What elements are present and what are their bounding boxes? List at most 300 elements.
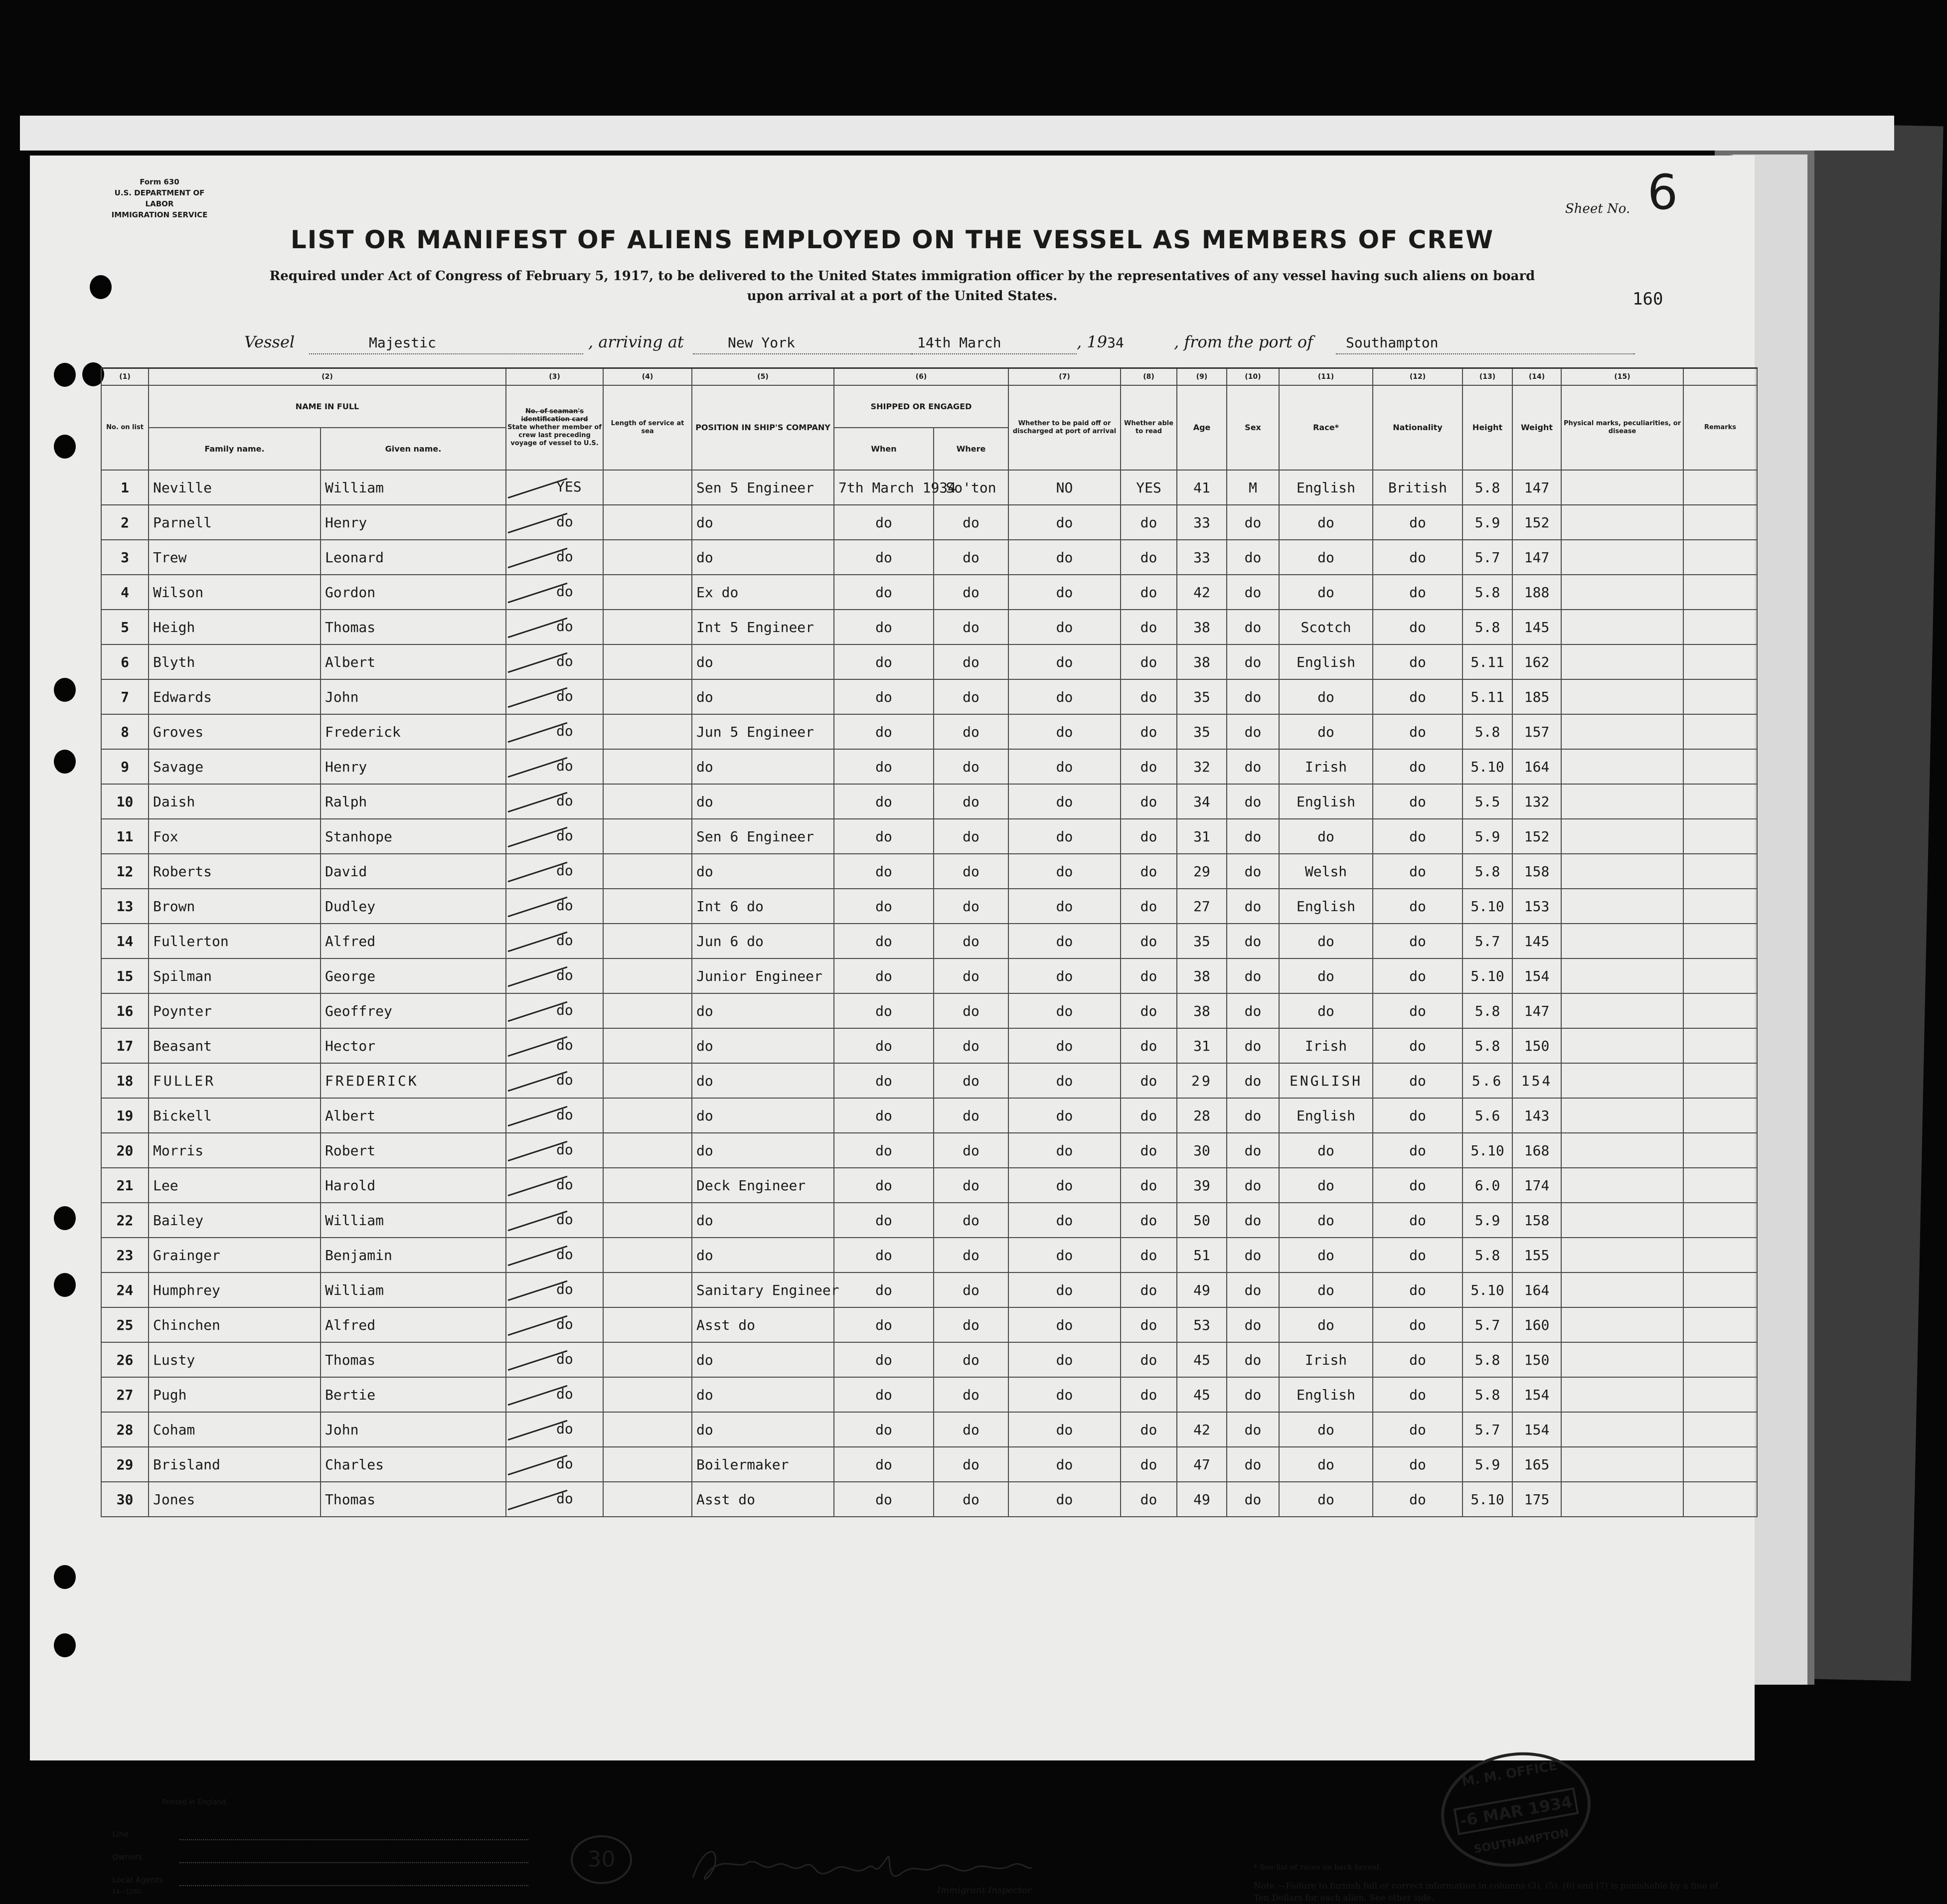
cell-able-to-read: do — [1121, 889, 1177, 924]
cell-sex: do — [1227, 540, 1279, 575]
cell-nationality: do — [1373, 819, 1462, 854]
cell-length-of-service — [603, 1238, 692, 1272]
cell-nationality: do — [1373, 1342, 1462, 1377]
cell-shipped-where: do — [934, 749, 1008, 784]
cell-length-of-service — [603, 1028, 692, 1063]
stamp-top-text: M. M. OFFICE — [1460, 1758, 1559, 1790]
cell-sex: do — [1227, 854, 1279, 889]
cell-nationality: do — [1373, 958, 1462, 993]
cell-age: 30 — [1177, 1133, 1227, 1168]
previous-voyage-value: do — [556, 1107, 573, 1123]
cell-height: 5.9 — [1462, 1447, 1512, 1482]
cell-able-to-read: do — [1121, 1342, 1177, 1377]
cell-race: do — [1279, 1133, 1373, 1168]
cell-nationality: do — [1373, 1412, 1462, 1447]
cell-row-number: 18 — [101, 1063, 149, 1098]
from-label: , from the port of — [1174, 332, 1313, 351]
cell-race: Irish — [1279, 1028, 1373, 1063]
cell-family-name: Lee — [149, 1168, 321, 1203]
cell-able-to-read: do — [1121, 1063, 1177, 1098]
previous-voyage-value: do — [556, 618, 573, 635]
cell-shipped-when: do — [834, 1238, 934, 1272]
cell-previous-voyage — [506, 854, 603, 889]
cell-weight: 168 — [1512, 1133, 1561, 1168]
cell-nationality: do — [1373, 1307, 1462, 1342]
cell-paid-off: do — [1008, 1028, 1121, 1063]
cell-height: 5.10 — [1462, 1133, 1512, 1168]
cell-physical-marks — [1561, 470, 1683, 505]
cell-sex: do — [1227, 993, 1279, 1028]
cell-paid-off: do — [1008, 854, 1121, 889]
cell-previous-voyage — [506, 610, 603, 644]
cell-age: 38 — [1177, 958, 1227, 993]
cell-shipped-where: do — [934, 679, 1008, 714]
cell-race: do — [1279, 714, 1373, 749]
cell-physical-marks — [1561, 854, 1683, 889]
year-suffix: 34 — [1107, 334, 1124, 351]
cell-position: Boilermaker — [692, 1447, 834, 1482]
cell-given-name: Albert — [321, 1098, 506, 1133]
column-number: (10) — [1227, 368, 1279, 386]
cell-nationality: do — [1373, 749, 1462, 784]
cell-race: ENGLISH — [1279, 1063, 1373, 1098]
form-code: 14—1260 — [112, 1888, 141, 1895]
cell-row-number: 16 — [101, 993, 149, 1028]
cell-weight: 150 — [1512, 1342, 1561, 1377]
form-number: Form 630 — [140, 177, 179, 186]
cell-family-name: Beasant — [149, 1028, 321, 1063]
cell-able-to-read: do — [1121, 1412, 1177, 1447]
cell-physical-marks — [1561, 1063, 1683, 1098]
previous-voyage-value: do — [556, 723, 573, 739]
cell-remarks — [1683, 1098, 1757, 1133]
cell-paid-off: do — [1008, 1098, 1121, 1133]
cell-remarks — [1683, 1482, 1757, 1517]
column-number: (9) — [1177, 368, 1227, 386]
cell-race: do — [1279, 540, 1373, 575]
cell-shipped-when: do — [834, 993, 934, 1028]
cell-race: do — [1279, 958, 1373, 993]
cell-weight: 185 — [1512, 679, 1561, 714]
cell-age: 41 — [1177, 470, 1227, 505]
cell-previous-voyage — [506, 1307, 603, 1342]
cell-able-to-read: do — [1121, 749, 1177, 784]
cell-length-of-service — [603, 1063, 692, 1098]
cell-given-name: Thomas — [321, 1342, 506, 1377]
previous-voyage-value: do — [556, 1211, 573, 1228]
dotted-line — [1336, 352, 1635, 354]
dotted-line — [309, 352, 583, 354]
cell-weight: 175 — [1512, 1482, 1561, 1517]
cell-able-to-read: do — [1121, 1272, 1177, 1307]
cell-given-name: John — [321, 1412, 506, 1447]
cell-paid-off: do — [1008, 644, 1121, 679]
table-row — [101, 924, 1757, 958]
cell-shipped-where: do — [934, 1098, 1008, 1133]
cell-family-name: Pugh — [149, 1377, 321, 1412]
table-row — [101, 1063, 1757, 1098]
cell-shipped-when: do — [834, 1133, 934, 1168]
cell-remarks — [1683, 1133, 1757, 1168]
cell-paid-off: do — [1008, 505, 1121, 540]
cell-physical-marks — [1561, 1203, 1683, 1238]
previous-voyage-value: do — [556, 1002, 573, 1018]
cell-row-number: 6 — [101, 644, 149, 679]
cell-length-of-service — [603, 854, 692, 889]
cell-row-number: 12 — [101, 854, 149, 889]
dotted-line — [912, 352, 1077, 354]
cell-height: 5.10 — [1462, 749, 1512, 784]
previous-voyage-value: do — [556, 1490, 573, 1507]
table-row — [101, 505, 1757, 540]
cell-sex: do — [1227, 1307, 1279, 1342]
cell-weight: 174 — [1512, 1168, 1561, 1203]
cell-row-number: 30 — [101, 1482, 149, 1517]
cell-position: do — [692, 1412, 834, 1447]
cell-height: 5.6 — [1462, 1063, 1512, 1098]
cell-remarks — [1683, 784, 1757, 819]
previous-voyage-value: do — [556, 1386, 573, 1402]
cell-able-to-read: do — [1121, 993, 1177, 1028]
cell-shipped-where: do — [934, 1272, 1008, 1307]
cell-sex: do — [1227, 749, 1279, 784]
cell-remarks — [1683, 854, 1757, 889]
cell-age: 42 — [1177, 1412, 1227, 1447]
header-position: POSITION IN SHIP'S COMPANY — [692, 385, 834, 470]
cell-length-of-service — [603, 749, 692, 784]
cell-position: Deck Engineer — [692, 1168, 834, 1203]
cell-height: 5.10 — [1462, 1482, 1512, 1517]
header-given-name: Given name. — [321, 428, 506, 470]
column-number: (4) — [603, 368, 692, 386]
cell-sex: M — [1227, 470, 1279, 505]
cell-physical-marks — [1561, 1377, 1683, 1412]
cell-race: English — [1279, 470, 1373, 505]
cell-given-name: Hector — [321, 1028, 506, 1063]
cell-shipped-where: So'ton — [934, 470, 1008, 505]
inspector-title: Immigrant Inspector. — [937, 1885, 1034, 1896]
previous-voyage-value: do — [556, 1421, 573, 1437]
cell-nationality: do — [1373, 540, 1462, 575]
cell-remarks — [1683, 1412, 1757, 1447]
cell-nationality: do — [1373, 610, 1462, 644]
cell-row-number: 8 — [101, 714, 149, 749]
cell-shipped-when: do — [834, 958, 934, 993]
cell-nationality: do — [1373, 1203, 1462, 1238]
cell-shipped-where: do — [934, 1063, 1008, 1098]
cell-shipped-where: do — [934, 854, 1008, 889]
cell-nationality: do — [1373, 854, 1462, 889]
cell-physical-marks — [1561, 505, 1683, 540]
cell-position: Ex do — [692, 575, 834, 610]
cell-row-number: 24 — [101, 1272, 149, 1307]
vessel-label: Vessel — [244, 332, 295, 351]
cell-shipped-when: do — [834, 1412, 934, 1447]
cell-previous-voyage — [506, 1028, 603, 1063]
cell-position: Junior Engineer — [692, 958, 834, 993]
cell-previous-voyage — [506, 1377, 603, 1412]
cell-given-name: Benjamin — [321, 1238, 506, 1272]
printed-in-note: Printed in England. — [162, 1798, 228, 1806]
cell-row-number: 22 — [101, 1203, 149, 1238]
cell-weight: 150 — [1512, 1028, 1561, 1063]
cell-nationality: do — [1373, 924, 1462, 958]
cell-able-to-read: do — [1121, 1377, 1177, 1412]
previous-voyage-value: do — [556, 1351, 573, 1367]
cell-weight: 154 — [1512, 1377, 1561, 1412]
cell-height: 5.8 — [1462, 575, 1512, 610]
cell-row-number: 15 — [101, 958, 149, 993]
cell-weight: 164 — [1512, 749, 1561, 784]
cell-height: 5.8 — [1462, 714, 1512, 749]
header-physical-marks: Physical marks, peculiarities, or disease — [1561, 385, 1683, 470]
cell-height: 5.9 — [1462, 1203, 1512, 1238]
cell-given-name: Geoffrey — [321, 993, 506, 1028]
cell-length-of-service — [603, 819, 692, 854]
cell-shipped-when: do — [834, 1342, 934, 1377]
cell-shipped-when: do — [834, 1377, 934, 1412]
cell-age: 50 — [1177, 1203, 1227, 1238]
cell-sex: do — [1227, 958, 1279, 993]
cell-sex: do — [1227, 784, 1279, 819]
cell-shipped-when: do — [834, 1168, 934, 1203]
cell-height: 5.11 — [1462, 644, 1512, 679]
cell-shipped-where: do — [934, 1342, 1008, 1377]
cell-weight: 152 — [1512, 505, 1561, 540]
cell-sex: do — [1227, 924, 1279, 958]
cell-shipped-where: do — [934, 958, 1008, 993]
cell-age: 31 — [1177, 1028, 1227, 1063]
cell-weight: 132 — [1512, 784, 1561, 819]
cell-position: do — [692, 784, 834, 819]
cell-paid-off: do — [1008, 749, 1121, 784]
cell-shipped-where: do — [934, 1307, 1008, 1342]
cell-length-of-service — [603, 958, 692, 993]
previous-voyage-value: do — [556, 967, 573, 983]
cell-weight: 147 — [1512, 993, 1561, 1028]
cell-physical-marks — [1561, 784, 1683, 819]
cell-age: 51 — [1177, 1238, 1227, 1272]
header-seaman-card-struck: No. of seaman's identification card — [521, 408, 588, 423]
cell-previous-voyage — [506, 1412, 603, 1447]
cell-length-of-service — [603, 784, 692, 819]
cell-length-of-service — [603, 1133, 692, 1168]
cell-weight: 158 — [1512, 1203, 1561, 1238]
cell-given-name: Albert — [321, 644, 506, 679]
cell-nationality: do — [1373, 1168, 1462, 1203]
previous-voyage-value: do — [556, 1141, 573, 1158]
table-row — [101, 1307, 1757, 1342]
previous-voyage-value: do — [556, 653, 573, 669]
cell-nationality: do — [1373, 1028, 1462, 1063]
cell-given-name: Henry — [321, 749, 506, 784]
cell-position: do — [692, 644, 834, 679]
cell-sex: do — [1227, 679, 1279, 714]
header-family-name: Family name. — [149, 428, 321, 470]
cell-position: do — [692, 1238, 834, 1272]
column-number: (5) — [692, 368, 834, 386]
cell-able-to-read: do — [1121, 924, 1177, 958]
cell-nationality: do — [1373, 1272, 1462, 1307]
cell-previous-voyage — [506, 1168, 603, 1203]
cell-shipped-when: do — [834, 889, 934, 924]
cell-physical-marks — [1561, 575, 1683, 610]
cell-length-of-service — [603, 1098, 692, 1133]
cell-remarks — [1683, 1203, 1757, 1238]
cell-row-number: 3 — [101, 540, 149, 575]
cell-paid-off: do — [1008, 1168, 1121, 1203]
cell-able-to-read: do — [1121, 644, 1177, 679]
cell-physical-marks — [1561, 1028, 1683, 1063]
table-row — [101, 575, 1757, 610]
cell-previous-voyage — [506, 958, 603, 993]
cell-physical-marks — [1561, 610, 1683, 644]
cell-weight: 152 — [1512, 819, 1561, 854]
cell-race: Scotch — [1279, 610, 1373, 644]
cell-weight: 164 — [1512, 1272, 1561, 1307]
cell-position: do — [692, 1342, 834, 1377]
cell-given-name: Gordon — [321, 575, 506, 610]
punch-hole — [90, 275, 112, 299]
cell-row-number: 13 — [101, 889, 149, 924]
cell-physical-marks — [1561, 924, 1683, 958]
cell-race: do — [1279, 924, 1373, 958]
cell-paid-off: do — [1008, 958, 1121, 993]
header-previous-voyage: State whether member of crew last preceding voyage of vessel to U.S. — [507, 424, 602, 447]
table-row — [101, 610, 1757, 644]
cell-row-number: 7 — [101, 679, 149, 714]
cell-family-name: Brisland — [149, 1447, 321, 1482]
punch-hole — [54, 1273, 76, 1297]
cell-able-to-read: do — [1121, 505, 1177, 540]
table-row — [101, 1272, 1757, 1307]
column-number: (12) — [1373, 368, 1462, 386]
cell-row-number: 23 — [101, 1238, 149, 1272]
cell-length-of-service — [603, 470, 692, 505]
cell-physical-marks — [1561, 1412, 1683, 1447]
cell-position: Int 6 do — [692, 889, 834, 924]
cell-physical-marks — [1561, 819, 1683, 854]
table-row — [101, 1133, 1757, 1168]
cell-row-number: 5 — [101, 610, 149, 644]
cell-remarks — [1683, 1168, 1757, 1203]
cell-age: 38 — [1177, 644, 1227, 679]
cell-age: 45 — [1177, 1342, 1227, 1377]
cell-race: do — [1279, 1482, 1373, 1517]
cell-remarks — [1683, 470, 1757, 505]
table-row — [101, 749, 1757, 784]
cell-row-number: 21 — [101, 1168, 149, 1203]
cell-shipped-when: do — [834, 1307, 934, 1342]
cell-remarks — [1683, 1272, 1757, 1307]
cell-weight: 154 — [1512, 1063, 1561, 1098]
cell-family-name: Fox — [149, 819, 321, 854]
cell-age: 35 — [1177, 924, 1227, 958]
sheet-no-value: 6 — [1647, 164, 1678, 220]
cell-race: do — [1279, 1412, 1373, 1447]
departure-port: Southampton — [1346, 334, 1439, 351]
cell-height: 5.7 — [1462, 924, 1512, 958]
cell-previous-voyage — [506, 889, 603, 924]
cell-shipped-when: do — [834, 610, 934, 644]
column-number: (6) — [834, 368, 1008, 386]
column-number: (15) — [1561, 368, 1683, 386]
cell-height: 5.9 — [1462, 819, 1512, 854]
cell-nationality: British — [1373, 470, 1462, 505]
cell-family-name: Heigh — [149, 610, 321, 644]
document-subtitle: Required under Act of Congress of February 5, 1917, to be delivered to the United States immigration officer by the representatives of any vessel having such aliens on board upon arrival at a port of the United States. — [269, 269, 1535, 304]
dotted-line — [693, 352, 912, 354]
cell-height: 6.0 — [1462, 1168, 1512, 1203]
cell-nationality: do — [1373, 889, 1462, 924]
cell-nationality: do — [1373, 1238, 1462, 1272]
cell-length-of-service — [603, 1307, 692, 1342]
cell-shipped-where: do — [934, 993, 1008, 1028]
cell-age: 34 — [1177, 784, 1227, 819]
cell-shipped-when: do — [834, 1063, 934, 1098]
cell-position: do — [692, 749, 834, 784]
dotted-line — [179, 1862, 528, 1863]
column-number: (11) — [1279, 368, 1373, 386]
cell-sex: do — [1227, 1168, 1279, 1203]
cell-previous-voyage — [506, 644, 603, 679]
cell-weight: 147 — [1512, 540, 1561, 575]
cell-given-name: Bertie — [321, 1377, 506, 1412]
cell-shipped-where: do — [934, 889, 1008, 924]
vessel-name: Majestic — [369, 334, 436, 351]
cell-sex: do — [1227, 1272, 1279, 1307]
cell-shipped-when: do — [834, 854, 934, 889]
cell-remarks — [1683, 575, 1757, 610]
cell-weight: 158 — [1512, 854, 1561, 889]
cell-height: 5.8 — [1462, 1238, 1512, 1272]
cell-paid-off: do — [1008, 1272, 1121, 1307]
previous-voyage-value: do — [556, 548, 573, 565]
cell-shipped-when: do — [834, 1272, 934, 1307]
cell-able-to-read: do — [1121, 1482, 1177, 1517]
header-nationality: Nationality — [1373, 385, 1462, 470]
cell-race: do — [1279, 1307, 1373, 1342]
cell-physical-marks — [1561, 749, 1683, 784]
previous-voyage-value: do — [556, 1176, 573, 1193]
cell-shipped-where: do — [934, 644, 1008, 679]
cell-physical-marks — [1561, 1447, 1683, 1482]
cell-given-name: David — [321, 854, 506, 889]
cell-able-to-read: do — [1121, 540, 1177, 575]
cell-shipped-when: do — [834, 679, 934, 714]
previous-voyage-value: do — [556, 758, 573, 774]
cell-age: 33 — [1177, 505, 1227, 540]
cell-height: 5.6 — [1462, 1098, 1512, 1133]
year-prefix: , 19 — [1077, 332, 1108, 351]
cell-row-number: 17 — [101, 1028, 149, 1063]
cell-shipped-when: do — [834, 505, 934, 540]
cell-row-number: 26 — [101, 1342, 149, 1377]
previous-voyage-value: do — [556, 932, 573, 949]
punch-hole — [54, 1633, 76, 1657]
cell-nationality: do — [1373, 714, 1462, 749]
column-number: (14) — [1512, 368, 1561, 386]
cell-race: do — [1279, 505, 1373, 540]
crew-manifest-table — [101, 367, 1758, 1517]
cell-family-name: Jones — [149, 1482, 321, 1517]
cell-given-name: Stanhope — [321, 819, 506, 854]
cell-age: 38 — [1177, 993, 1227, 1028]
previous-voyage-value: YES — [556, 478, 582, 495]
cell-given-name: FREDERICK — [321, 1063, 506, 1098]
cell-weight: 162 — [1512, 644, 1561, 679]
penalty-note: Note.—Failure to furnish full or correct information in columns (3), (5), (6) and (7) is punishable by a fine of Ten Dollars for each alien. See other side. — [1254, 1881, 1718, 1903]
